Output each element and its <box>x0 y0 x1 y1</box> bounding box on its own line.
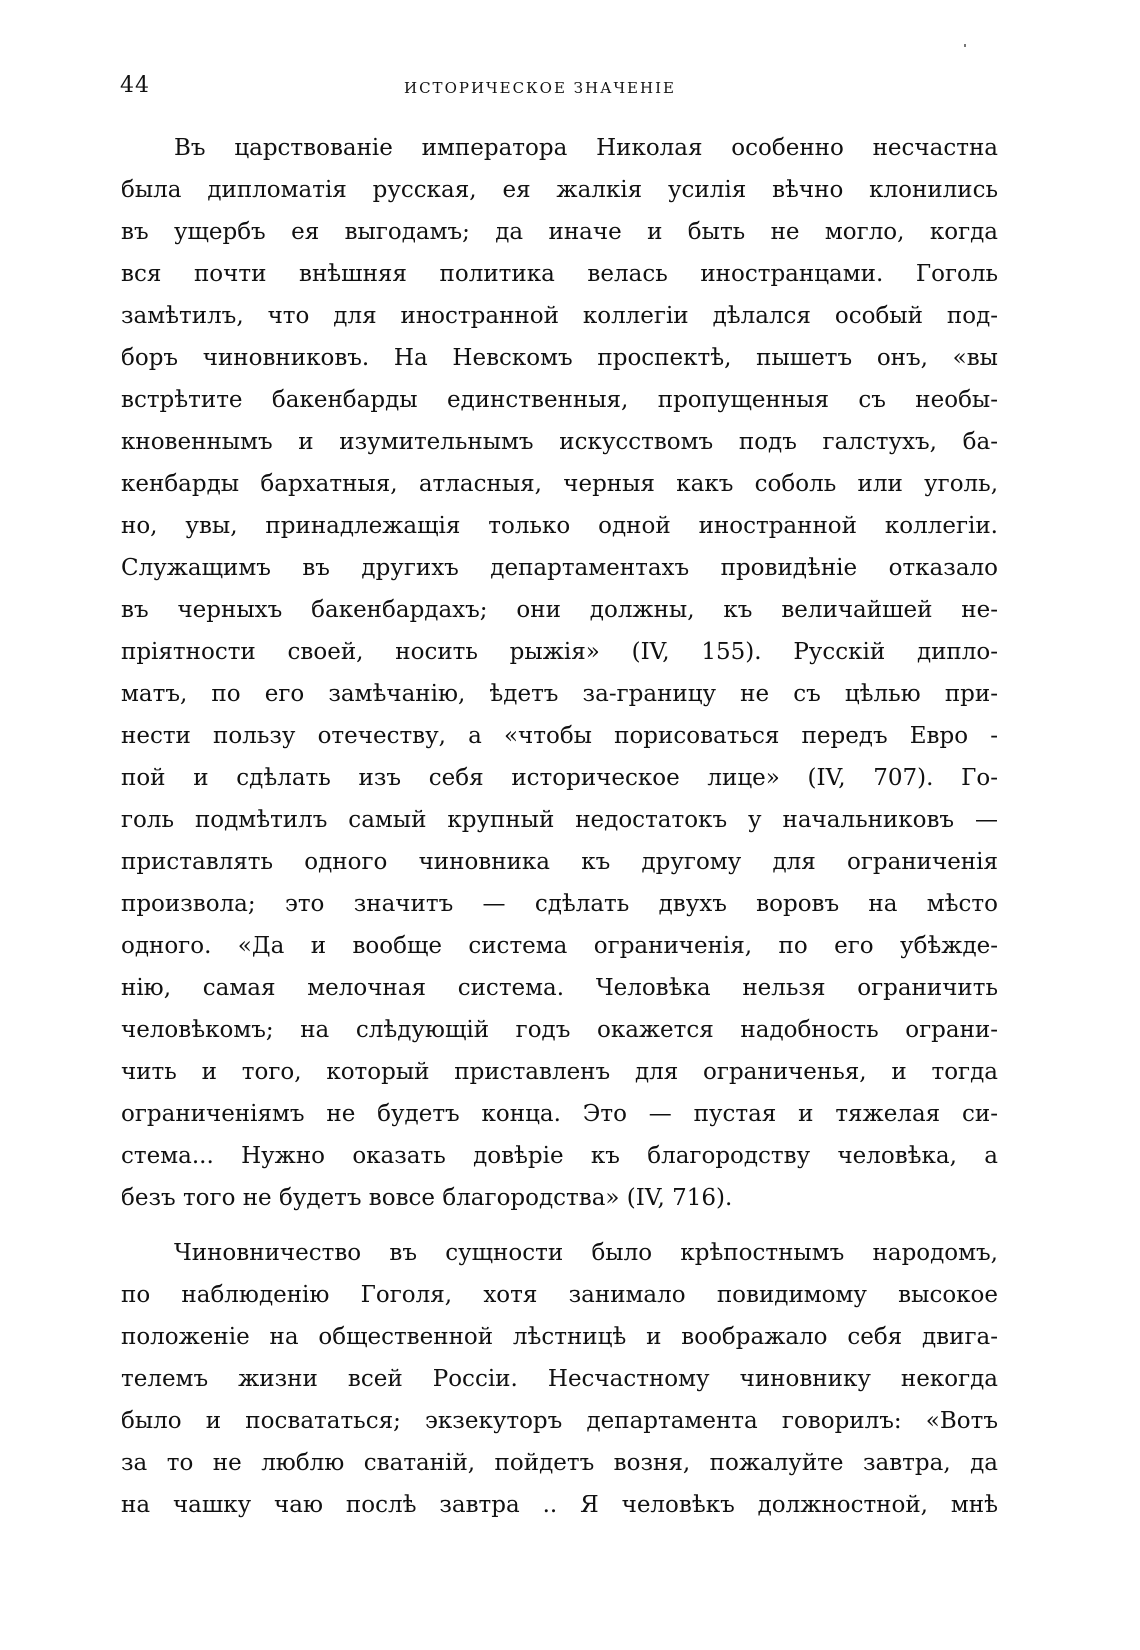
text-line: нію, самая мелочная система. Человѣка нельзя ограничить <box>121 975 998 1001</box>
text-line: Служащимъ въ другихъ департаментахъ провидѣніе отказало <box>121 555 998 581</box>
text-line: боръ чиновниковъ. На Невскомъ проспектѣ, пышетъ онъ, «вы <box>121 345 998 371</box>
text-line: на чашку чаю послѣ завтра .. Я человѣкъ должностной, мнѣ <box>121 1492 998 1518</box>
text-line: была дипломатія русская, ея жалкія усилія вѣчно клонились <box>121 177 998 203</box>
text-line: было и посвататься; экзекуторъ департамента говорилъ: «Вотъ <box>121 1408 998 1434</box>
text-line: пой и сдѣлать изъ себя историческое лице» (IV, 707). Го- <box>121 765 998 791</box>
text-line: Чиновничество въ сущности было крѣпостнымъ народомъ, <box>174 1240 998 1266</box>
text-line: стема... Нужно оказать довѣріе къ благородству человѣка, а <box>121 1143 998 1169</box>
text-line: по наблюденію Гоголя, хотя занимало повидимому высокое <box>121 1282 998 1308</box>
text-line: ограниченіямъ не будетъ конца. Это — пустая и тяжелая си- <box>121 1101 998 1127</box>
text-line: нести пользу отечеству, а «чтобы порисоваться передъ Евро - <box>121 723 998 749</box>
text-line: чить и того, который приставленъ для ограниченья, и тогда <box>121 1059 998 1085</box>
text-line: за то не люблю сватаній, пойдетъ возня, пожалуйте завтра, да <box>121 1450 998 1476</box>
text-line: одного. «Да и вообще система ограниченія, по его убѣжде- <box>121 933 998 959</box>
page-number: 44 <box>120 73 150 98</box>
text-line: приставлять одного чиновника къ другому для ограниченія <box>121 849 998 875</box>
text-line: встрѣтите бакенбарды единственныя, пропущенныя съ необы- <box>121 387 998 413</box>
text-line: замѣтилъ, что для иностранной коллегіи дѣлался особый под- <box>121 303 998 329</box>
text-line: человѣкомъ; на слѣдующій годъ окажется надобность ограни- <box>121 1017 998 1043</box>
body-text <box>121 127 998 1526</box>
text-line: вся почти внѣшняя политика велась иностранцами. Гоголь <box>121 261 998 287</box>
text-line: кновеннымъ и изумительнымъ искусствомъ подъ галстухъ, ба- <box>121 429 998 455</box>
text-line: произвола; это значитъ — сдѣлать двухъ воровъ на мѣсто <box>121 891 998 917</box>
text-line: но, увы, принадлежащія только одной иностранной коллегіи. <box>121 513 998 539</box>
paragraph-1 <box>121 127 998 1219</box>
text-line: безъ того не будетъ вовсе благородства» (IV, 716). <box>121 1185 733 1211</box>
scan-speck <box>964 44 966 47</box>
text-line: Въ царствованіе императора Николая особенно несчастна <box>174 135 998 161</box>
text-line: матъ, по его замѣчанію, ѣдетъ за-границу не съ цѣлью при- <box>121 681 998 707</box>
text-line: въ ущербъ ея выгодамъ; да иначе и быть не могло, когда <box>121 219 998 245</box>
text-line: телемъ жизни всей Россіи. Несчастному чиновнику некогда <box>121 1366 998 1392</box>
text-line: пріятности своей, носить рыжія» (IV, 155). Русскій дипло- <box>121 639 998 665</box>
text-line: въ черныхъ бакенбардахъ; они должны, къ величайшей не- <box>121 597 998 623</box>
text-line: голь подмѣтилъ самый крупный недостатокъ у начальниковъ — <box>121 807 998 833</box>
text-line: кенбарды бархатныя, атласныя, черныя какъ соболь или уголь, <box>121 471 998 497</box>
running-title: ИСТОРИЧЕСКОЕ ЗНАЧЕНІЕ <box>404 79 676 97</box>
text-line: положеніе на общественной лѣстницѣ и воображало себя двига- <box>121 1324 998 1350</box>
paragraph-2 <box>121 1232 998 1526</box>
